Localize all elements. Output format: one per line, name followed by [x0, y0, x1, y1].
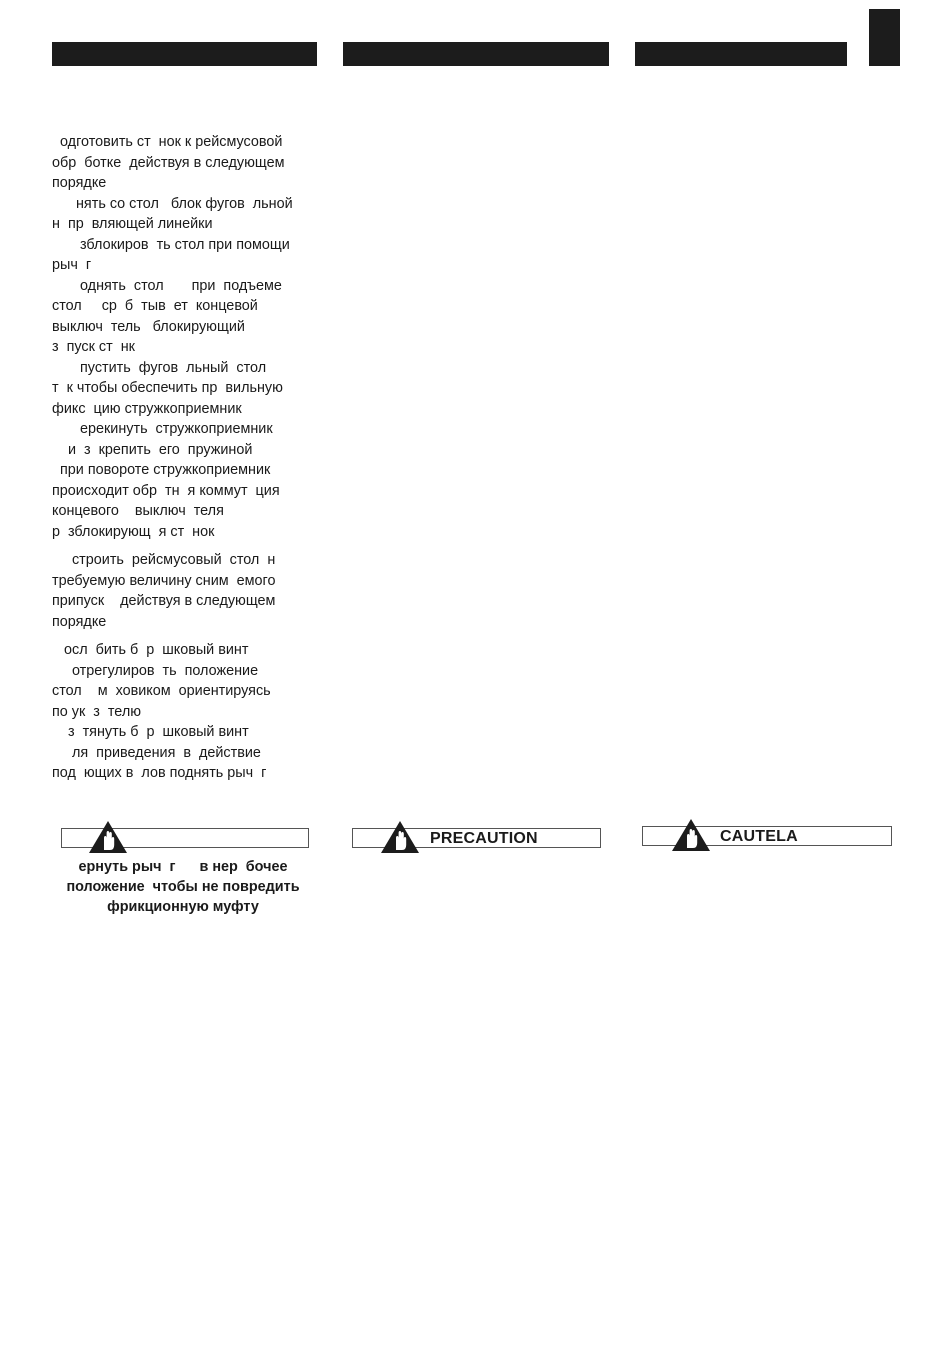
text-line: отрегулиров ть положение [52, 662, 259, 679]
text-line: р зблокирующ я ст нок [52, 523, 215, 540]
text-line: осл бить б р шковый винт [52, 642, 249, 658]
warning-note-line: фрикционную муфту [107, 899, 259, 915]
paragraph-gap [52, 542, 317, 550]
text-line: одготовить ст нок к рейсмусовой [52, 134, 283, 150]
section-tab-marker [869, 9, 900, 66]
text-line: ерекинуть стружкоприемник [52, 421, 273, 437]
warning-note-line: ернуть рыч г в нер бочее [78, 859, 288, 875]
text-line: при повороте стружкоприемник [52, 462, 271, 478]
text-line: строить рейсмусовый стол н [52, 552, 276, 568]
text-line: припуск действуя в следующем [52, 593, 276, 609]
column-header-bar-3 [635, 42, 847, 66]
column-header-bar-2 [343, 42, 609, 66]
text-line: рыч г [52, 257, 92, 273]
text-line: нять со стол блок фугов льной [52, 195, 293, 212]
warning-hand-triangle-icon [88, 820, 128, 854]
column-header-bar-1 [52, 42, 317, 66]
text-line: однять стол при подъеме [52, 277, 282, 294]
text-line: происходит обр тн я коммут ция [52, 482, 280, 499]
text-line: з тянуть б р шковый винт [52, 724, 249, 740]
text-line: зблокиров ть стол при помощи [52, 236, 290, 253]
text-line: обр ботке действуя в следующем [52, 154, 285, 171]
warning-note [52, 857, 314, 917]
text-line: пустить фугов льный стол [52, 359, 267, 376]
text-line: стол ср б тыв ет концевой [52, 298, 258, 314]
text-line: порядке [52, 613, 107, 630]
warning-label: CAUTELA [720, 828, 798, 845]
text-line: фикс цию стружкоприемник [52, 400, 242, 417]
text-line: з пуск ст нк [52, 339, 135, 355]
text-line: под ющих в лов поднять рыч г [52, 765, 267, 781]
text-line: по ук з телю [52, 703, 142, 720]
text-line: ля приведения в действие [52, 744, 261, 761]
text-line: и з крепить его пружиной [52, 441, 253, 458]
warning-note-line: положение чтобы не повредить [66, 879, 300, 895]
text-line: выключ тель блокирующий [52, 318, 245, 335]
paragraph-gap [52, 632, 317, 640]
warning-hand-triangle-icon [380, 820, 420, 854]
text-line: требуемую величину сним емого [52, 572, 276, 589]
instruction-text-column [52, 132, 317, 784]
warning-label: PRECAUTION [430, 830, 538, 847]
text-line: стол м ховиком ориентируясь [52, 683, 271, 699]
text-line: н пр вляющей линейки [52, 216, 213, 232]
warning-hand-triangle-icon [671, 818, 711, 852]
text-line: т к чтобы обеспечить пр вильную [52, 380, 283, 396]
text-line: порядке [52, 175, 107, 191]
text-line: концевого выключ теля [52, 503, 224, 519]
